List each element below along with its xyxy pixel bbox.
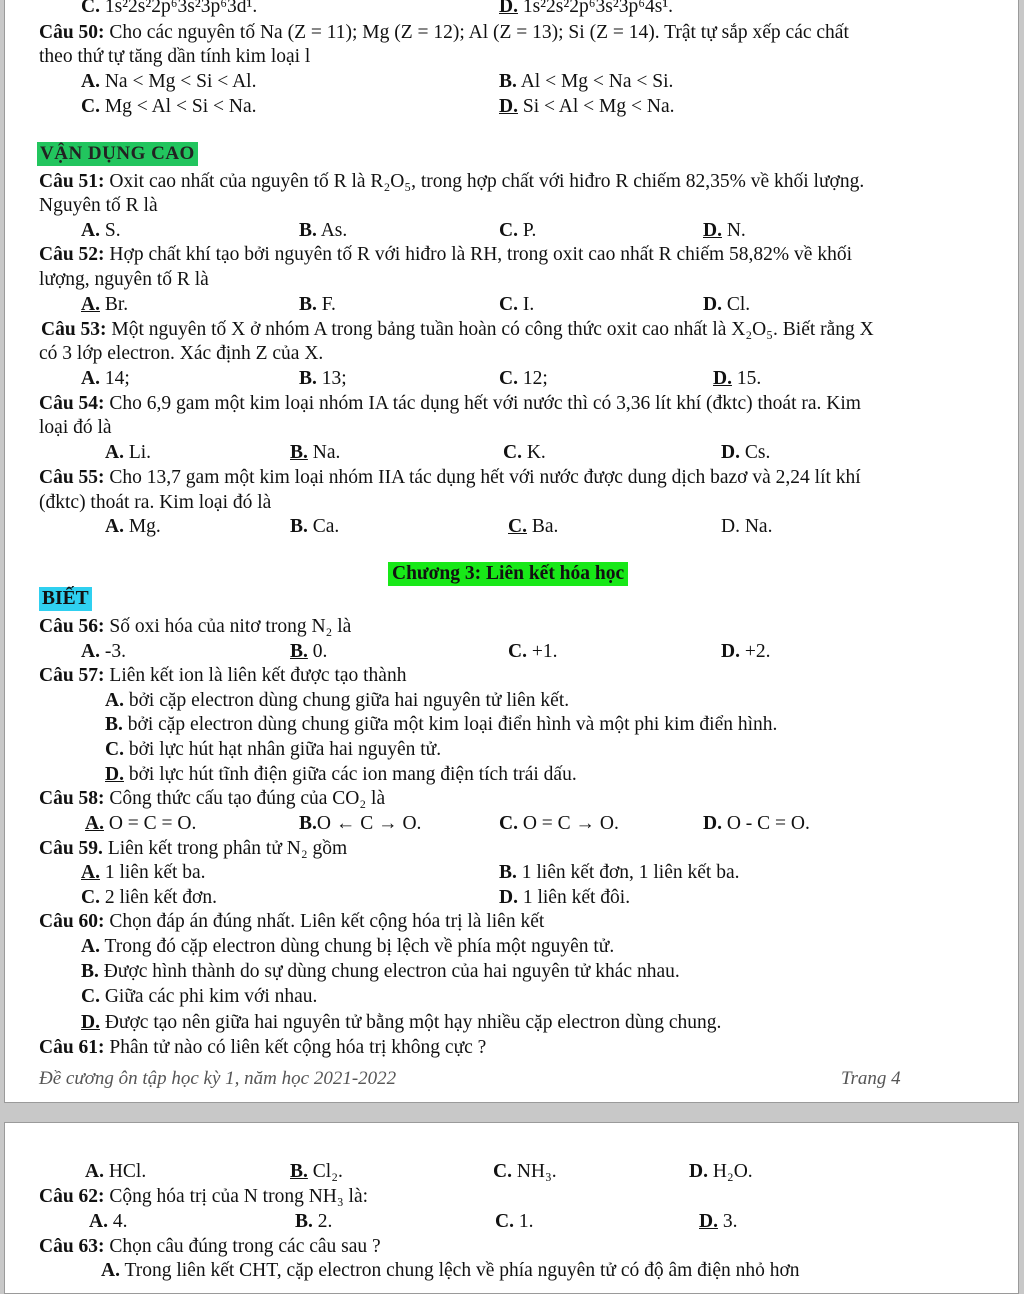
q62-stem: Câu 62: Cộng hóa trị của N trong NH₃ là: <box>39 1186 369 1207</box>
q53-option-c: C. 12; <box>499 368 548 389</box>
q50-option-b: B. Al < Mg < Na < Si. <box>499 71 674 92</box>
q58-option-a: A. O = C = O. <box>85 813 197 834</box>
q50-stem-cont: theo thứ tự tăng dần tính kim loại l <box>39 46 311 67</box>
q57-option-a: A. bởi cặp electron dùng chung giữa hai nguyên tử liên kết. <box>105 690 570 711</box>
q61-option-b: B. Cl₂. <box>290 1161 343 1182</box>
q55-stem: Câu 55: Cho 13,7 gam một kim loại nhóm IIA tác dụng hết với nước được dung dịch bazơ và 2,24 lít khí <box>39 467 861 488</box>
q52-stem-cont: lượng, nguyên tố R là <box>39 269 209 290</box>
q54-option-a: A. Li. <box>105 442 152 463</box>
q55-option-c: C. Ba. <box>508 516 559 537</box>
q58-option-d: D. O - C = O. <box>703 813 810 834</box>
q60-option-c: C. Giữa các phi kim với nhau. <box>81 986 318 1007</box>
q53-stem-cont: có 3 lớp electron. Xác định Z của X. <box>39 343 324 364</box>
q53-option-a: A. 14; <box>81 368 130 389</box>
q57-option-c: C. bởi lực hút hạt nhân giữa hai nguyên tử. <box>105 739 442 760</box>
q55-stem-cont: (đktc) thoát ra. Kim loại đó là <box>39 492 272 513</box>
q53-option-b: B. 13; <box>299 368 347 389</box>
q54-option-d: D. Cs. <box>721 442 771 463</box>
q62-option-d: D. 3. <box>699 1211 738 1232</box>
q57-option-d: D. bởi lực hút tĩnh điện giữa các ion mang điện tích trái dấu. <box>105 764 577 785</box>
q62-option-a: A. 4. <box>89 1211 128 1232</box>
q57-option-b: B. bởi cặp electron dùng chung giữa một kim loại điển hình và một phi kim điển hình. <box>105 714 778 735</box>
footer-title: Đề cương ôn tập học kỳ 1, năm học 2021-2022 <box>39 1068 397 1089</box>
q50-option-d: D. Si < Al < Mg < Na. <box>499 96 675 117</box>
q59-stem: Câu 59. Liên kết trong phân tử N₂ gồm <box>39 838 348 859</box>
q63-stem: Câu 63: Chọn câu đúng trong các câu sau ? <box>39 1236 381 1257</box>
q52-option-c: C. I. <box>499 294 535 315</box>
q58-option-c: C. O = C → O. <box>499 813 619 834</box>
q54-option-c: C. K. <box>503 442 546 463</box>
q49-option-d: D. 1s²2s²2p⁶3s²3p⁶4s¹. <box>499 0 674 17</box>
q59-option-c: C. 2 liên kết đơn. <box>81 887 217 908</box>
q51-option-b: B. As. <box>299 220 348 241</box>
q51-stem: Câu 51: Oxit cao nhất của nguyên tố R là R₂O₅, trong hợp chất với hiđro R chiếm 82,35% về khối lượng. <box>39 171 865 192</box>
q50-option-a: A. Na < Mg < Si < Al. <box>81 71 257 92</box>
q52-option-a: A. Br. <box>81 294 129 315</box>
chapter-title: Chương 3: Liên kết hóa học <box>388 562 628 586</box>
q51-stem-cont: Nguyên tố R là <box>39 195 158 216</box>
q54-option-b: B. Na. <box>290 442 341 463</box>
q51-option-a: A. S. <box>81 220 121 241</box>
q55-option-b: B. Ca. <box>290 516 340 537</box>
q55-option-d: D. Na. <box>721 516 773 537</box>
q54-stem: Câu 54: Cho 6,9 gam một kim loại nhóm IA tác dụng hết với nước thì có 3,36 lít khí (đktc) thoát ra. Kim <box>39 393 861 414</box>
q56-option-c: C. +1. <box>508 641 558 662</box>
q59-option-d: D. 1 liên kết đôi. <box>499 887 631 908</box>
q59-option-a: A. 1 liên kết ba. <box>81 862 206 883</box>
q50-stem: Câu 50: Cho các nguyên tố Na (Z = 11); Mg (Z = 12); Al (Z = 13); Si (Z = 14). Trật tự sắp xếp các chất <box>39 22 849 43</box>
q56-option-a: A. -3. <box>81 641 126 662</box>
q54-stem-cont: loại đó là <box>39 417 112 438</box>
q60-stem: Câu 60: Chọn đáp án đúng nhất. Liên kết cộng hóa trị là liên kết <box>39 911 545 932</box>
q56-option-b: B. 0. <box>290 641 328 662</box>
q51-option-d: D. N. <box>703 220 746 241</box>
q61-stem: Câu 61: Phân tử nào có liên kết cộng hóa trị không cực ? <box>39 1037 487 1058</box>
q61-option-d: D. H₂O. <box>689 1161 753 1182</box>
q58-stem: Câu 58: Công thức cấu tạo đúng của CO₂ là <box>39 788 386 809</box>
q53-option-d: D. 15. <box>713 368 762 389</box>
q56-option-d: D. +2. <box>721 641 771 662</box>
section-biet: BIẾT <box>39 587 92 611</box>
document-page-2 <box>4 1122 1019 1294</box>
q60-option-a: A. Trong đó cặp electron dùng chung bị lệch về phía một nguyên tử. <box>81 936 615 957</box>
q55-option-a: A. Mg. <box>105 516 161 537</box>
section-van-dung-cao: VẬN DỤNG CAO <box>37 142 198 166</box>
q52-stem: Câu 52: Hợp chất khí tạo bởi nguyên tố R với hiđro là RH, trong oxit cao nhất R chiếm 58,82% về khối <box>39 244 852 265</box>
q50-option-c: C. Mg < Al < Si < Na. <box>81 96 257 117</box>
q62-option-c: C. 1. <box>495 1211 534 1232</box>
q60-option-d: D. Được tạo nên giữa hai nguyên tử bằng một hạy nhiều cặp electron dùng chung. <box>81 1012 722 1033</box>
q58-option-b: B.O ← C → O. <box>299 813 422 834</box>
q53-stem: Câu 53: Một nguyên tố X ở nhóm A trong bảng tuần hoàn có công thức oxit cao nhất là X₂O₅. Biết rằng X <box>41 319 874 340</box>
footer-page-number: Trang 4 <box>841 1068 901 1089</box>
q61-option-a: A. HCl. <box>85 1161 147 1182</box>
document-page-1 <box>4 0 1019 1103</box>
q52-option-b: B. F. <box>299 294 336 315</box>
q57-stem: Câu 57: Liên kết ion là liên kết được tạo thành <box>39 665 407 686</box>
q51-option-c: C. P. <box>499 220 537 241</box>
q62-option-b: B. 2. <box>295 1211 333 1232</box>
q60-option-b: B. Được hình thành do sự dùng chung electron của hai nguyên tử khác nhau. <box>81 961 680 982</box>
q49-option-c: C. 1s²2s²2p⁶3s²3p⁶3d¹. <box>81 0 258 17</box>
q63-option-a: A. Trong liên kết CHT, cặp electron chung lệch về phía nguyên tử có độ âm điện nhỏ hơn <box>101 1260 800 1281</box>
q61-option-c: C. NH₃. <box>493 1161 557 1182</box>
q52-option-d: D. Cl. <box>703 294 751 315</box>
q59-option-b: B. 1 liên kết đơn, 1 liên kết ba. <box>499 862 740 883</box>
q56-stem: Câu 56: Số oxi hóa của nitơ trong N₂ là <box>39 616 352 637</box>
